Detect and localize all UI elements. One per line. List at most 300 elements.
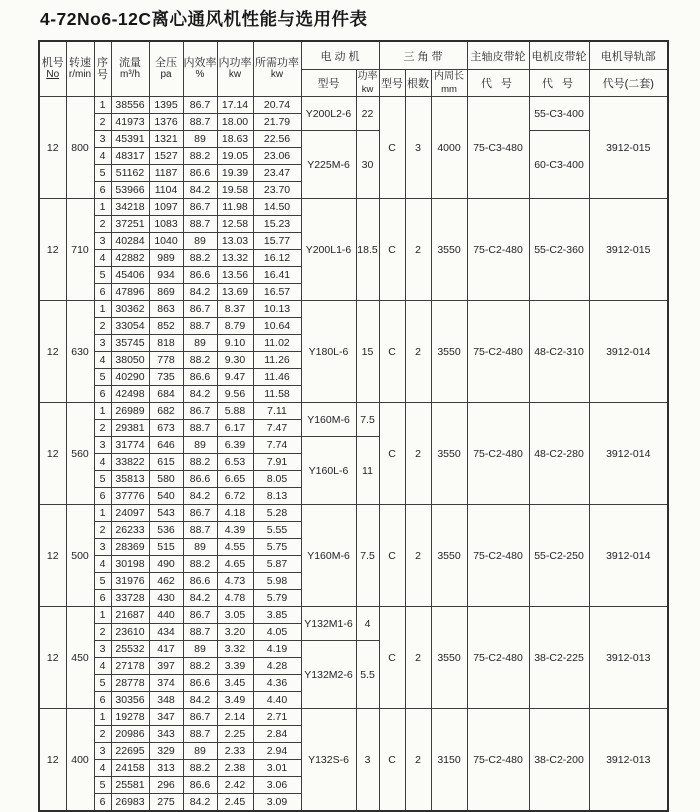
inner-power-cell: 4.78 bbox=[217, 590, 253, 607]
belt-length-cell: 3550 bbox=[431, 301, 467, 403]
pressure-cell: 417 bbox=[149, 641, 183, 658]
flow-cell: 28369 bbox=[111, 539, 149, 556]
inner-power-cell: 13.69 bbox=[217, 284, 253, 301]
required-power-cell: 16.41 bbox=[253, 267, 301, 284]
flow-cell: 37251 bbox=[111, 216, 149, 233]
col-header-pressure: 全压 pa bbox=[149, 41, 183, 97]
pressure-cell: 540 bbox=[149, 488, 183, 505]
pressure-cell: 329 bbox=[149, 743, 183, 760]
flow-cell: 42498 bbox=[111, 386, 149, 403]
pressure-cell: 440 bbox=[149, 607, 183, 624]
required-power-cell: 2.71 bbox=[253, 709, 301, 726]
flow-cell: 35745 bbox=[111, 335, 149, 352]
seq-cell: 2 bbox=[94, 522, 111, 539]
efficiency-cell: 86.7 bbox=[183, 403, 217, 420]
flow-cell: 28778 bbox=[111, 675, 149, 692]
seq-cell: 5 bbox=[94, 267, 111, 284]
inner-power-cell: 2.45 bbox=[217, 794, 253, 812]
flow-cell: 25581 bbox=[111, 777, 149, 794]
pressure-cell: 462 bbox=[149, 573, 183, 590]
flow-cell: 41973 bbox=[111, 114, 149, 131]
fan-no-cell: 12 bbox=[39, 709, 66, 812]
pressure-cell: 673 bbox=[149, 420, 183, 437]
seq-cell: 2 bbox=[94, 216, 111, 233]
required-power-cell: 15.23 bbox=[253, 216, 301, 233]
pressure-cell: 374 bbox=[149, 675, 183, 692]
belt-count-cell: 2 bbox=[405, 403, 431, 505]
required-power-cell: 23.70 bbox=[253, 182, 301, 199]
pressure-cell: 682 bbox=[149, 403, 183, 420]
motor-model-cell: Y132M2-6 bbox=[301, 641, 356, 709]
pressure-cell: 1104 bbox=[149, 182, 183, 199]
belt-model-cell: C bbox=[379, 505, 405, 607]
pressure-cell: 1083 bbox=[149, 216, 183, 233]
flow-cell: 33054 bbox=[111, 318, 149, 335]
belt-length-cell: 3150 bbox=[431, 709, 467, 812]
motor-pulley-cell: 60-C3-400 bbox=[529, 131, 589, 199]
belt-model-cell: C bbox=[379, 301, 405, 403]
seq-cell: 3 bbox=[94, 641, 111, 658]
efficiency-cell: 86.6 bbox=[183, 267, 217, 284]
speed-cell: 450 bbox=[66, 607, 94, 709]
motor-pulley-cell: 55-C3-400 bbox=[529, 97, 589, 131]
rail-code-cell: 3912-013 bbox=[589, 607, 668, 709]
seq-cell: 1 bbox=[94, 505, 111, 522]
pressure-cell: 778 bbox=[149, 352, 183, 369]
inner-power-cell: 13.03 bbox=[217, 233, 253, 250]
seq-cell: 3 bbox=[94, 539, 111, 556]
efficiency-cell: 88.7 bbox=[183, 216, 217, 233]
col-header-fan-no: 机号 No bbox=[39, 41, 66, 97]
rail-code-cell: 3912-014 bbox=[589, 301, 668, 403]
speed-cell: 400 bbox=[66, 709, 94, 812]
seq-cell: 4 bbox=[94, 148, 111, 165]
speed-cell: 560 bbox=[66, 403, 94, 505]
belt-count-cell: 3 bbox=[405, 97, 431, 199]
main-pulley-cell: 75-C2-480 bbox=[467, 709, 529, 812]
inner-power-cell: 2.42 bbox=[217, 777, 253, 794]
efficiency-cell: 89 bbox=[183, 743, 217, 760]
subheader-belt-length: 内周长 mm bbox=[431, 70, 467, 97]
seq-cell: 2 bbox=[94, 420, 111, 437]
fan-spec-table bbox=[38, 40, 669, 812]
seq-cell: 5 bbox=[94, 675, 111, 692]
seq-cell: 6 bbox=[94, 284, 111, 301]
flow-cell: 48317 bbox=[111, 148, 149, 165]
pressure-cell: 580 bbox=[149, 471, 183, 488]
efficiency-cell: 88.7 bbox=[183, 318, 217, 335]
seq-cell: 6 bbox=[94, 794, 111, 812]
required-power-cell: 5.87 bbox=[253, 556, 301, 573]
seq-cell: 3 bbox=[94, 131, 111, 148]
required-power-cell: 5.98 bbox=[253, 573, 301, 590]
flow-cell: 35813 bbox=[111, 471, 149, 488]
efficiency-cell: 89 bbox=[183, 335, 217, 352]
main-pulley-cell: 75-C2-480 bbox=[467, 607, 529, 709]
main-pulley-cell: 75-C3-480 bbox=[467, 97, 529, 199]
motor-power-cell: 18.5 bbox=[356, 199, 379, 301]
efficiency-cell: 86.7 bbox=[183, 97, 217, 114]
efficiency-cell: 84.2 bbox=[183, 284, 217, 301]
efficiency-cell: 88.2 bbox=[183, 454, 217, 471]
group-header-motor-pulley: 电机皮带轮 bbox=[529, 41, 589, 70]
inner-power-cell: 3.32 bbox=[217, 641, 253, 658]
required-power-cell: 7.91 bbox=[253, 454, 301, 471]
rail-code-cell: 3912-015 bbox=[589, 199, 668, 301]
inner-power-cell: 3.20 bbox=[217, 624, 253, 641]
inner-power-cell: 13.32 bbox=[217, 250, 253, 267]
efficiency-cell: 88.7 bbox=[183, 624, 217, 641]
inner-power-cell: 18.63 bbox=[217, 131, 253, 148]
inner-power-cell: 4.55 bbox=[217, 539, 253, 556]
inner-power-cell: 17.14 bbox=[217, 97, 253, 114]
required-power-cell: 11.02 bbox=[253, 335, 301, 352]
subheader-motor-model: 型号 bbox=[301, 70, 356, 97]
flow-cell: 30356 bbox=[111, 692, 149, 709]
flow-cell: 51162 bbox=[111, 165, 149, 182]
motor-pulley-cell: 38-C2-200 bbox=[529, 709, 589, 812]
required-power-cell: 8.13 bbox=[253, 488, 301, 505]
pressure-cell: 296 bbox=[149, 777, 183, 794]
flow-cell: 19278 bbox=[111, 709, 149, 726]
required-power-cell: 3.85 bbox=[253, 607, 301, 624]
efficiency-cell: 84.2 bbox=[183, 488, 217, 505]
efficiency-cell: 86.7 bbox=[183, 199, 217, 216]
inner-power-cell: 5.88 bbox=[217, 403, 253, 420]
motor-pulley-cell: 55-C2-250 bbox=[529, 505, 589, 607]
fan-no-cell: 12 bbox=[39, 301, 66, 403]
inner-power-cell: 6.72 bbox=[217, 488, 253, 505]
efficiency-cell: 89 bbox=[183, 131, 217, 148]
pressure-cell: 1097 bbox=[149, 199, 183, 216]
motor-power-cell: 11 bbox=[356, 437, 379, 505]
flow-cell: 24097 bbox=[111, 505, 149, 522]
belt-model-cell: C bbox=[379, 403, 405, 505]
fan-no-cell: 12 bbox=[39, 607, 66, 709]
required-power-cell: 3.01 bbox=[253, 760, 301, 777]
pressure-cell: 869 bbox=[149, 284, 183, 301]
flow-cell: 30198 bbox=[111, 556, 149, 573]
efficiency-cell: 84.2 bbox=[183, 590, 217, 607]
required-power-cell: 4.36 bbox=[253, 675, 301, 692]
efficiency-cell: 88.2 bbox=[183, 556, 217, 573]
seq-cell: 1 bbox=[94, 607, 111, 624]
subheader-motor-power: 功率 kw bbox=[357, 71, 378, 95]
flow-cell: 33822 bbox=[111, 454, 149, 471]
seq-cell: 4 bbox=[94, 454, 111, 471]
required-power-cell: 5.79 bbox=[253, 590, 301, 607]
seq-cell: 4 bbox=[94, 352, 111, 369]
inner-power-cell: 6.53 bbox=[217, 454, 253, 471]
flow-cell: 29381 bbox=[111, 420, 149, 437]
subheader-belt-count: 根数 bbox=[405, 70, 431, 97]
pressure-cell: 1321 bbox=[149, 131, 183, 148]
inner-power-cell: 19.39 bbox=[217, 165, 253, 182]
efficiency-cell: 88.2 bbox=[183, 352, 217, 369]
flow-cell: 31774 bbox=[111, 437, 149, 454]
efficiency-cell: 86.6 bbox=[183, 165, 217, 182]
inner-power-cell: 19.05 bbox=[217, 148, 253, 165]
required-power-cell: 22.56 bbox=[253, 131, 301, 148]
seq-cell: 3 bbox=[94, 335, 111, 352]
group-header-belt: 三 角 带 bbox=[379, 41, 467, 70]
group-header-main-pulley: 主轴皮带轮 bbox=[467, 41, 529, 70]
motor-model-cell: Y200L2-6 bbox=[301, 97, 356, 131]
motor-model-cell: Y180L-6 bbox=[301, 301, 356, 403]
required-power-cell: 7.47 bbox=[253, 420, 301, 437]
inner-power-cell: 8.37 bbox=[217, 301, 253, 318]
inner-power-cell: 6.39 bbox=[217, 437, 253, 454]
motor-power-cell: 4 bbox=[356, 607, 379, 641]
efficiency-cell: 88.2 bbox=[183, 760, 217, 777]
pressure-cell: 646 bbox=[149, 437, 183, 454]
flow-cell: 22695 bbox=[111, 743, 149, 760]
efficiency-cell: 88.7 bbox=[183, 522, 217, 539]
pressure-cell: 1040 bbox=[149, 233, 183, 250]
flow-cell: 25532 bbox=[111, 641, 149, 658]
motor-power-cell: 5.5 bbox=[356, 641, 379, 709]
main-pulley-cell: 75-C2-480 bbox=[467, 505, 529, 607]
required-power-cell: 16.12 bbox=[253, 250, 301, 267]
table-row bbox=[39, 97, 668, 114]
efficiency-cell: 89 bbox=[183, 539, 217, 556]
motor-model-cell: Y225M-6 bbox=[301, 131, 356, 199]
seq-cell: 4 bbox=[94, 658, 111, 675]
inner-power-cell: 4.18 bbox=[217, 505, 253, 522]
motor-model-cell: Y160M-6 bbox=[301, 403, 356, 437]
fan-no-cell: 12 bbox=[39, 505, 66, 607]
pressure-cell: 348 bbox=[149, 692, 183, 709]
rail-code-cell: 3912-014 bbox=[589, 403, 668, 505]
flow-cell: 40284 bbox=[111, 233, 149, 250]
efficiency-cell: 88.2 bbox=[183, 250, 217, 267]
flow-cell: 20986 bbox=[111, 726, 149, 743]
inner-power-cell: 3.49 bbox=[217, 692, 253, 709]
seq-cell: 5 bbox=[94, 777, 111, 794]
required-power-cell: 7.11 bbox=[253, 403, 301, 420]
seq-cell: 5 bbox=[94, 573, 111, 590]
flow-cell: 24158 bbox=[111, 760, 149, 777]
motor-model-cell: Y132S-6 bbox=[301, 709, 356, 812]
inner-power-cell: 9.47 bbox=[217, 369, 253, 386]
seq-cell: 3 bbox=[94, 437, 111, 454]
required-power-cell: 10.64 bbox=[253, 318, 301, 335]
subheader-belt-model: 型号 bbox=[379, 70, 405, 97]
pressure-cell: 343 bbox=[149, 726, 183, 743]
table-row bbox=[39, 301, 668, 318]
motor-power-cell: 15 bbox=[356, 301, 379, 403]
flow-cell: 21687 bbox=[111, 607, 149, 624]
required-power-cell: 5.28 bbox=[253, 505, 301, 522]
seq-cell: 6 bbox=[94, 386, 111, 403]
pressure-cell: 490 bbox=[149, 556, 183, 573]
belt-length-cell: 3550 bbox=[431, 199, 467, 301]
pressure-cell: 313 bbox=[149, 760, 183, 777]
inner-power-cell: 3.45 bbox=[217, 675, 253, 692]
required-power-cell: 4.19 bbox=[253, 641, 301, 658]
required-power-cell: 4.05 bbox=[253, 624, 301, 641]
main-pulley-cell: 75-C2-480 bbox=[467, 199, 529, 301]
pressure-cell: 852 bbox=[149, 318, 183, 335]
belt-length-cell: 3550 bbox=[431, 505, 467, 607]
efficiency-cell: 89 bbox=[183, 437, 217, 454]
efficiency-cell: 86.6 bbox=[183, 369, 217, 386]
pressure-cell: 1527 bbox=[149, 148, 183, 165]
pressure-cell: 615 bbox=[149, 454, 183, 471]
inner-power-cell: 2.25 bbox=[217, 726, 253, 743]
required-power-cell: 5.55 bbox=[253, 522, 301, 539]
required-power-cell: 8.05 bbox=[253, 471, 301, 488]
rail-code-cell: 3912-013 bbox=[589, 709, 668, 812]
flow-cell: 38556 bbox=[111, 97, 149, 114]
belt-model-cell: C bbox=[379, 709, 405, 812]
motor-model-cell: Y160M-6 bbox=[301, 505, 356, 607]
required-power-cell: 3.06 bbox=[253, 777, 301, 794]
main-pulley-cell: 75-C2-480 bbox=[467, 403, 529, 505]
efficiency-cell: 86.6 bbox=[183, 573, 217, 590]
inner-power-cell: 2.33 bbox=[217, 743, 253, 760]
belt-length-cell: 4000 bbox=[431, 97, 467, 199]
flow-cell: 23610 bbox=[111, 624, 149, 641]
required-power-cell: 16.57 bbox=[253, 284, 301, 301]
required-power-cell: 14.50 bbox=[253, 199, 301, 216]
efficiency-cell: 86.7 bbox=[183, 505, 217, 522]
seq-cell: 1 bbox=[94, 709, 111, 726]
efficiency-cell: 86.7 bbox=[183, 607, 217, 624]
flow-cell: 26989 bbox=[111, 403, 149, 420]
col-header-flow: 流量 m³/h bbox=[111, 41, 149, 97]
inner-power-cell: 6.65 bbox=[217, 471, 253, 488]
inner-power-cell: 13.56 bbox=[217, 267, 253, 284]
inner-power-cell: 9.30 bbox=[217, 352, 253, 369]
motor-pulley-cell: 55-C2-360 bbox=[529, 199, 589, 301]
rail-code-cell: 3912-015 bbox=[589, 97, 668, 199]
table-row bbox=[39, 131, 668, 148]
col-header-inner-power: 内功率 kw bbox=[217, 41, 253, 97]
seq-cell: 1 bbox=[94, 199, 111, 216]
inner-power-cell: 4.73 bbox=[217, 573, 253, 590]
required-power-cell: 11.58 bbox=[253, 386, 301, 403]
efficiency-cell: 88.7 bbox=[183, 726, 217, 743]
subheader-rail-code: 代号(二套) bbox=[589, 70, 668, 97]
seq-cell: 6 bbox=[94, 182, 111, 199]
belt-model-cell: C bbox=[379, 97, 405, 199]
belt-count-cell: 2 bbox=[405, 301, 431, 403]
rail-code-cell: 3912-014 bbox=[589, 505, 668, 607]
table-row bbox=[39, 505, 668, 522]
efficiency-cell: 86.7 bbox=[183, 709, 217, 726]
inner-power-cell: 18.00 bbox=[217, 114, 253, 131]
flow-cell: 33728 bbox=[111, 590, 149, 607]
motor-power-cell: 7.5 bbox=[356, 403, 379, 437]
pressure-cell: 347 bbox=[149, 709, 183, 726]
seq-cell: 6 bbox=[94, 488, 111, 505]
belt-count-cell: 2 bbox=[405, 505, 431, 607]
seq-cell: 2 bbox=[94, 726, 111, 743]
efficiency-cell: 86.7 bbox=[183, 301, 217, 318]
pressure-cell: 1376 bbox=[149, 114, 183, 131]
belt-model-cell: C bbox=[379, 199, 405, 301]
efficiency-cell: 84.2 bbox=[183, 386, 217, 403]
motor-model-cell: Y160L-6 bbox=[301, 437, 356, 505]
fan-no-cell: 12 bbox=[39, 403, 66, 505]
inner-power-cell: 3.39 bbox=[217, 658, 253, 675]
subheader-motor-pulley-code: 代 号 bbox=[529, 70, 589, 97]
pressure-cell: 1187 bbox=[149, 165, 183, 182]
seq-cell: 3 bbox=[94, 743, 111, 760]
efficiency-cell: 84.2 bbox=[183, 182, 217, 199]
col-header-seq: 序 号 bbox=[94, 41, 111, 97]
efficiency-cell: 86.6 bbox=[183, 471, 217, 488]
pressure-cell: 989 bbox=[149, 250, 183, 267]
seq-cell: 4 bbox=[94, 556, 111, 573]
motor-power-cell: 22 bbox=[356, 97, 379, 131]
flow-cell: 38050 bbox=[111, 352, 149, 369]
pressure-cell: 430 bbox=[149, 590, 183, 607]
col-header-efficiency: 内效率 % bbox=[183, 41, 217, 97]
pressure-cell: 735 bbox=[149, 369, 183, 386]
flow-cell: 27178 bbox=[111, 658, 149, 675]
pressure-cell: 684 bbox=[149, 386, 183, 403]
seq-cell: 5 bbox=[94, 471, 111, 488]
belt-model-cell: C bbox=[379, 607, 405, 709]
required-power-cell: 4.40 bbox=[253, 692, 301, 709]
flow-cell: 45391 bbox=[111, 131, 149, 148]
motor-model-cell: Y132M1-6 bbox=[301, 607, 356, 641]
table-row bbox=[39, 709, 668, 726]
speed-cell: 500 bbox=[66, 505, 94, 607]
required-power-cell: 3.09 bbox=[253, 794, 301, 812]
flow-cell: 30362 bbox=[111, 301, 149, 318]
flow-cell: 31976 bbox=[111, 573, 149, 590]
pressure-cell: 515 bbox=[149, 539, 183, 556]
speed-cell: 800 bbox=[66, 97, 94, 199]
efficiency-cell: 88.7 bbox=[183, 420, 217, 437]
efficiency-cell: 89 bbox=[183, 641, 217, 658]
col-header-required-power: 所需功率 kw bbox=[253, 41, 301, 97]
inner-power-cell: 2.38 bbox=[217, 760, 253, 777]
efficiency-cell: 84.2 bbox=[183, 794, 217, 812]
motor-pulley-cell: 38-C2-225 bbox=[529, 607, 589, 709]
motor-pulley-cell: 48-C2-280 bbox=[529, 403, 589, 505]
seq-cell: 5 bbox=[94, 369, 111, 386]
belt-count-cell: 2 bbox=[405, 709, 431, 812]
inner-power-cell: 3.05 bbox=[217, 607, 253, 624]
inner-power-cell: 9.56 bbox=[217, 386, 253, 403]
inner-power-cell: 6.17 bbox=[217, 420, 253, 437]
flow-cell: 47896 bbox=[111, 284, 149, 301]
table-row bbox=[39, 403, 668, 420]
seq-cell: 4 bbox=[94, 250, 111, 267]
pressure-cell: 275 bbox=[149, 794, 183, 812]
pressure-cell: 863 bbox=[149, 301, 183, 318]
speed-cell: 630 bbox=[66, 301, 94, 403]
required-power-cell: 4.28 bbox=[253, 658, 301, 675]
inner-power-cell: 19.58 bbox=[217, 182, 253, 199]
seq-cell: 1 bbox=[94, 403, 111, 420]
flow-cell: 26233 bbox=[111, 522, 149, 539]
efficiency-cell: 86.6 bbox=[183, 675, 217, 692]
seq-cell: 6 bbox=[94, 590, 111, 607]
flow-cell: 40290 bbox=[111, 369, 149, 386]
flow-cell: 45406 bbox=[111, 267, 149, 284]
efficiency-cell: 89 bbox=[183, 233, 217, 250]
required-power-cell: 20.74 bbox=[253, 97, 301, 114]
required-power-cell: 5.75 bbox=[253, 539, 301, 556]
required-power-cell: 21.79 bbox=[253, 114, 301, 131]
efficiency-cell: 88.7 bbox=[183, 114, 217, 131]
table-row bbox=[39, 607, 668, 624]
